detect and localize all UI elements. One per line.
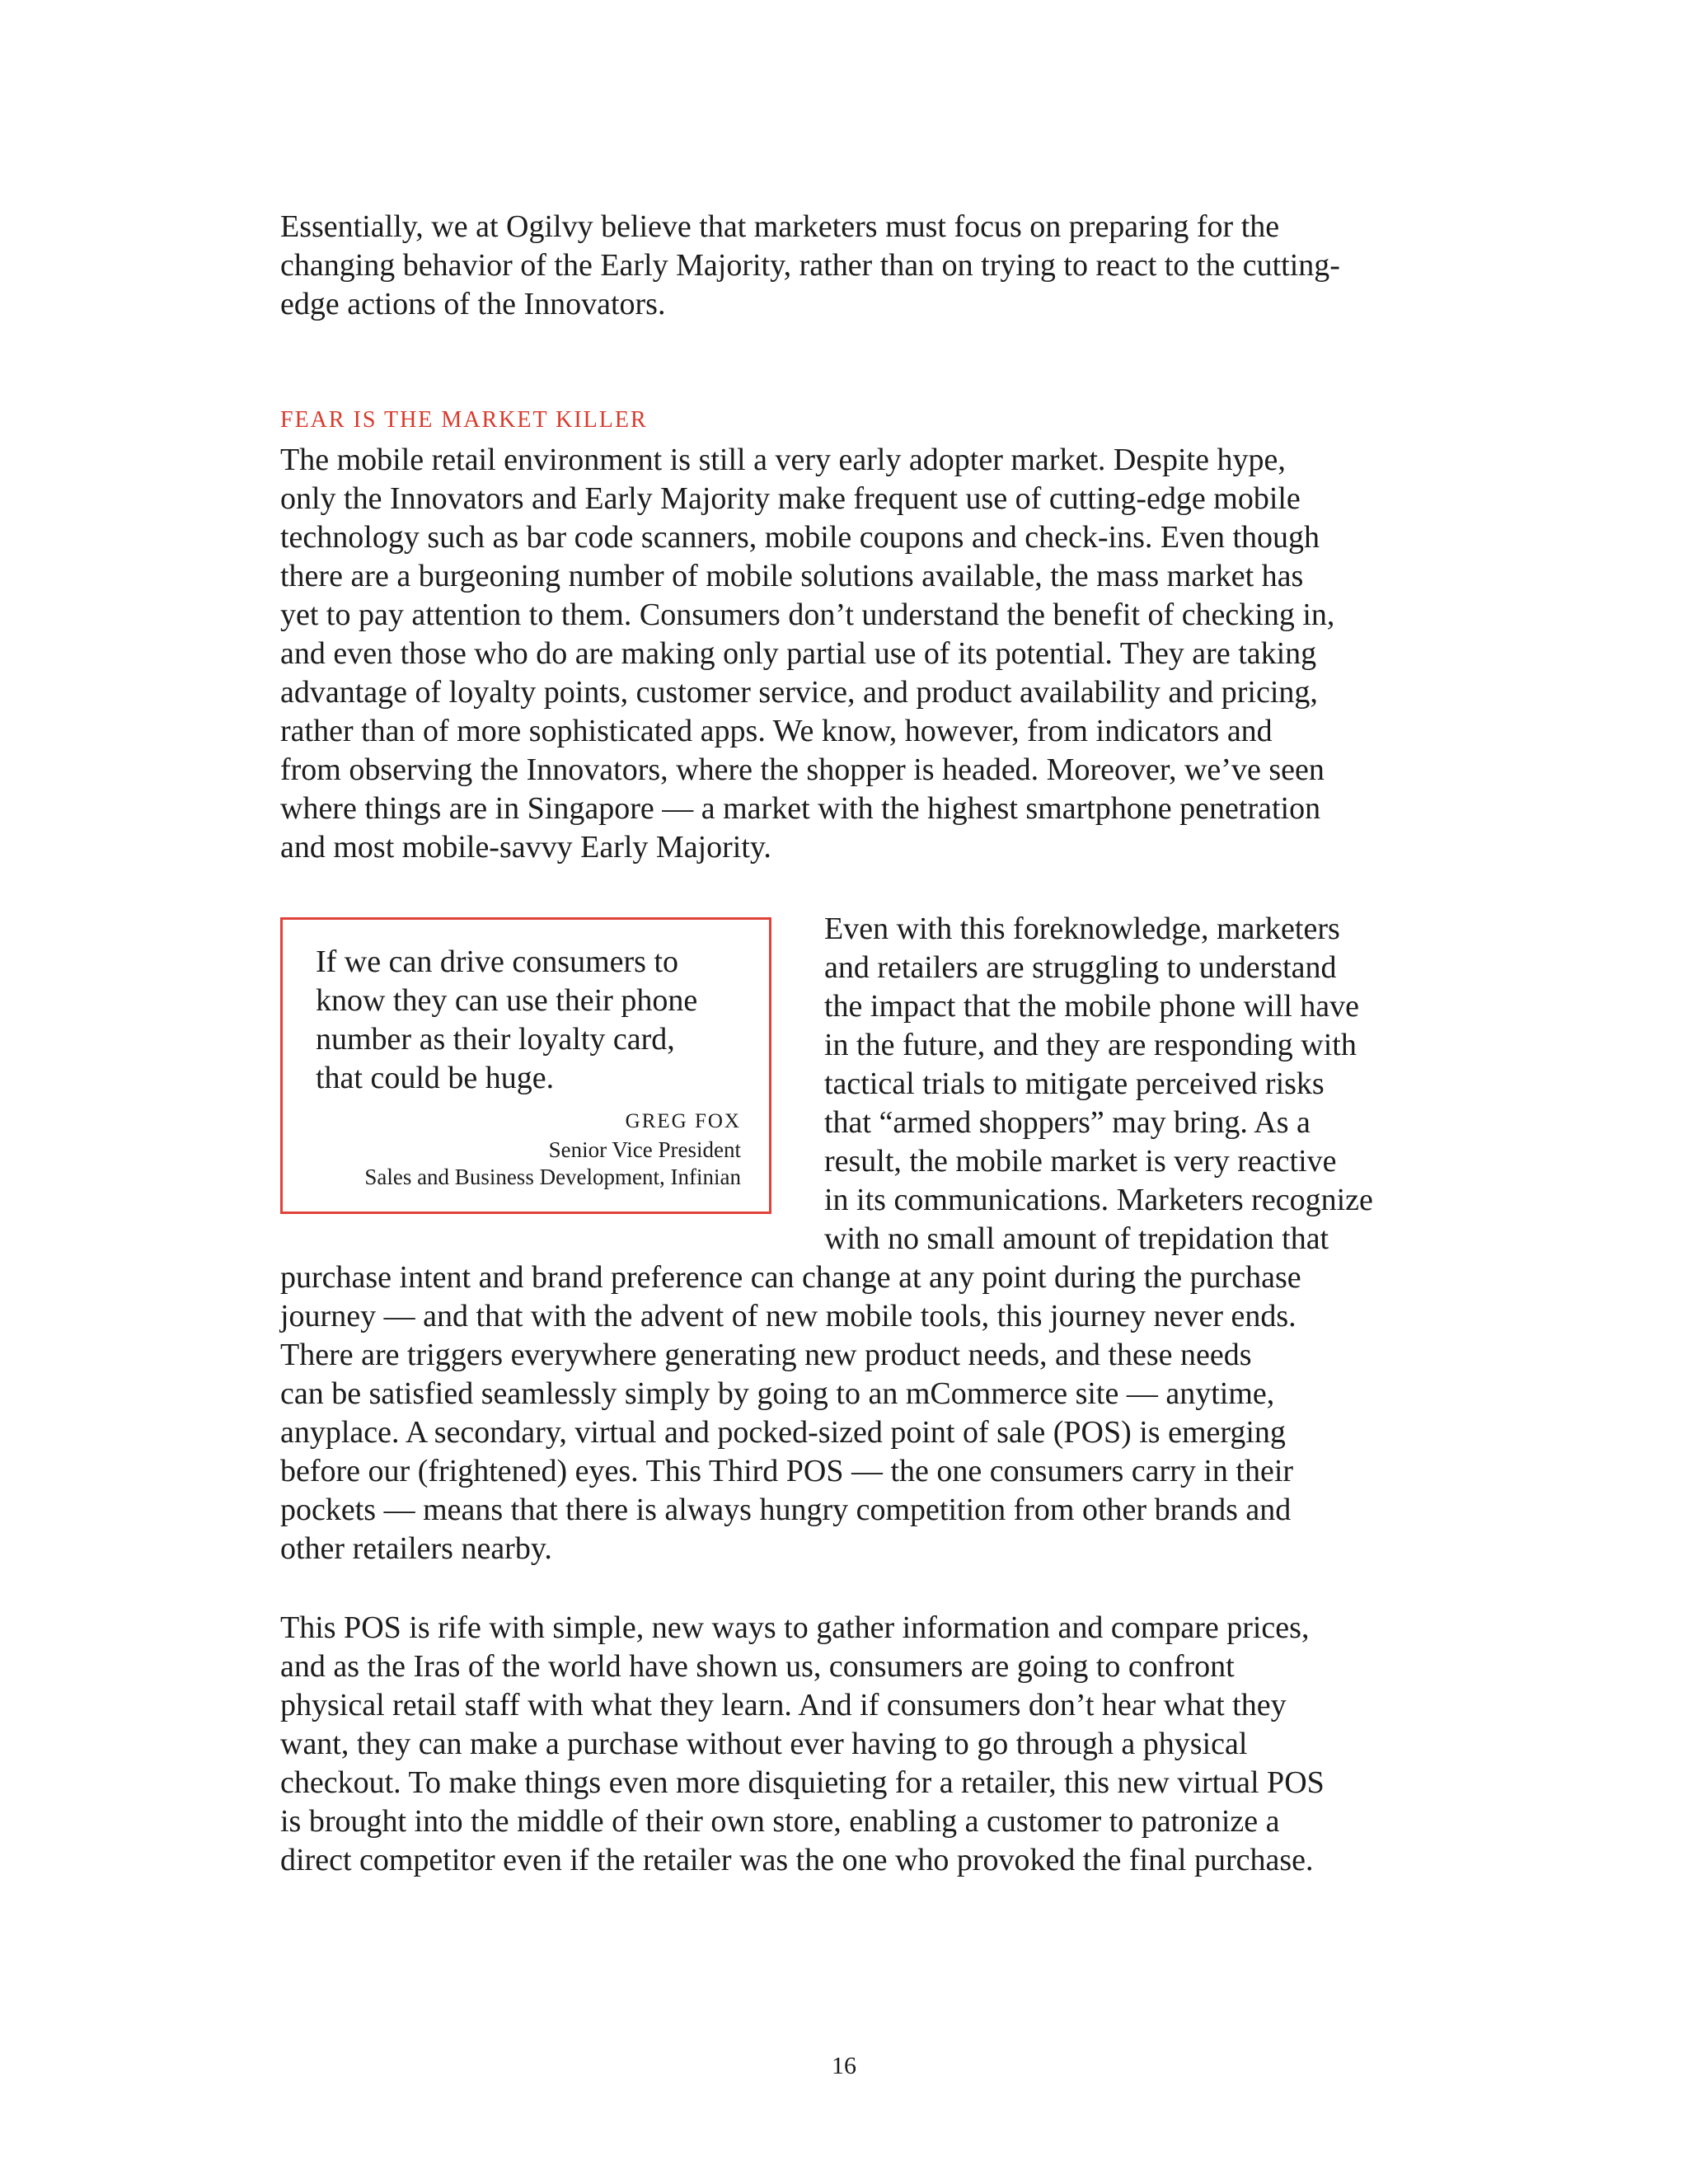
text-line: Essentially, we at Ogilvy believe that marketers must focus on preparing for the — [280, 209, 1280, 244]
text-line: physical retail staff with what they learn. And if consumers don’t hear what they — [280, 1688, 1287, 1722]
text-line: pockets — means that there is always hungry competition from other brands and — [280, 1493, 1292, 1527]
text-line: that “armed shoppers” may bring. As a — [824, 1105, 1311, 1140]
pull-quote-box — [280, 917, 771, 1214]
text-line: edge actions of the Innovators. — [280, 287, 666, 321]
text-line: result, the mobile market is very reactive — [824, 1144, 1337, 1179]
text-line: where things are in Singapore — a market with the highest smartphone penetration — [280, 791, 1321, 826]
text-line: only the Innovators and Early Majority make frequent use of cutting-edge mobile — [280, 481, 1301, 516]
quote-line: number as their loyalty card, — [316, 1022, 675, 1057]
text-line: in the future, and they are responding with — [824, 1028, 1357, 1062]
text-line: technology such as bar code scanners, mobile coupons and check-ins. Even though — [280, 520, 1320, 555]
text-line: can be satisfied seamlessly simply by going to an mCommerce site — anytime, — [280, 1376, 1275, 1411]
text-line: purchase intent and brand preference can change at any point during the purchase — [280, 1260, 1301, 1295]
section-heading: FEAR IS THE MARKET KILLER — [280, 407, 648, 433]
text-line: direct competitor even if the retailer was the one who provoked the final purchase. — [280, 1843, 1314, 1877]
quote-author-title: Senior Vice President — [548, 1137, 741, 1162]
text-line: anyplace. A secondary, virtual and pocked-sized point of sale (POS) is emerging — [280, 1415, 1286, 1450]
text-line: is brought into the middle of their own store, enabling a customer to patronize a — [280, 1804, 1280, 1839]
text-line: The mobile retail environment is still a very early adopter market. Despite hype, — [280, 443, 1286, 477]
quote-line: that could be huge. — [316, 1061, 555, 1095]
text-line: Even with this foreknowledge, marketers — [824, 912, 1340, 946]
text-line: and even those who do are making only partial use of its potential. They are taking — [280, 636, 1317, 671]
text-line: there are a burgeoning number of mobile solutions available, the mass market has — [280, 559, 1304, 593]
text-line: from observing the Innovators, where the shopper is headed. Moreover, we’ve seen — [280, 752, 1325, 787]
text-line: and retailers are struggling to understand — [824, 950, 1337, 985]
text-line: rather than of more sophisticated apps. We know, however, from indicators and — [280, 714, 1273, 748]
text-line: before our (frightened) eyes. This Third POS — the one consumers carry in their — [280, 1454, 1294, 1488]
text-line: This POS is rife with simple, new ways to gather information and compare prices, — [280, 1610, 1310, 1645]
text-line: the impact that the mobile phone will have — [824, 989, 1359, 1024]
quote-author-company: Sales and Business Development, Infinian — [364, 1165, 741, 1189]
text-line: There are triggers everywhere generating new product needs, and these needs — [280, 1338, 1252, 1372]
text-line: with no small amount of trepidation that — [824, 1221, 1329, 1256]
text-line: tactical trials to mitigate perceived risks — [824, 1066, 1325, 1101]
quote-line: know they can use their phone — [316, 983, 698, 1018]
page-number: 16 — [832, 2052, 856, 2079]
text-line: in its communications. Marketers recognize — [824, 1183, 1373, 1217]
text-line: and most mobile-savvy Early Majority. — [280, 830, 771, 865]
text-line: other retailers nearby. — [280, 1531, 552, 1566]
quote-author-name: GREG FOX — [625, 1110, 741, 1132]
text-line: journey — and that with the advent of new mobile tools, this journey never ends. — [280, 1299, 1296, 1333]
text-line: yet to pay attention to them. Consumers don’t understand the benefit of checking in, — [280, 598, 1335, 632]
text-line: and as the Iras of the world have shown us, consumers are going to confront — [280, 1649, 1235, 1684]
text-line: want, they can make a purchase without ever having to go through a physical — [280, 1727, 1248, 1761]
text-line: changing behavior of the Early Majority, rather than on trying to react to the cutting- — [280, 248, 1340, 283]
text-line: advantage of loyalty points, customer service, and product availability and pricing, — [280, 675, 1318, 710]
quote-line: If we can drive consumers to — [316, 944, 679, 979]
text-line: checkout. To make things even more disquieting for a retailer, this new virtual POS — [280, 1765, 1325, 1800]
